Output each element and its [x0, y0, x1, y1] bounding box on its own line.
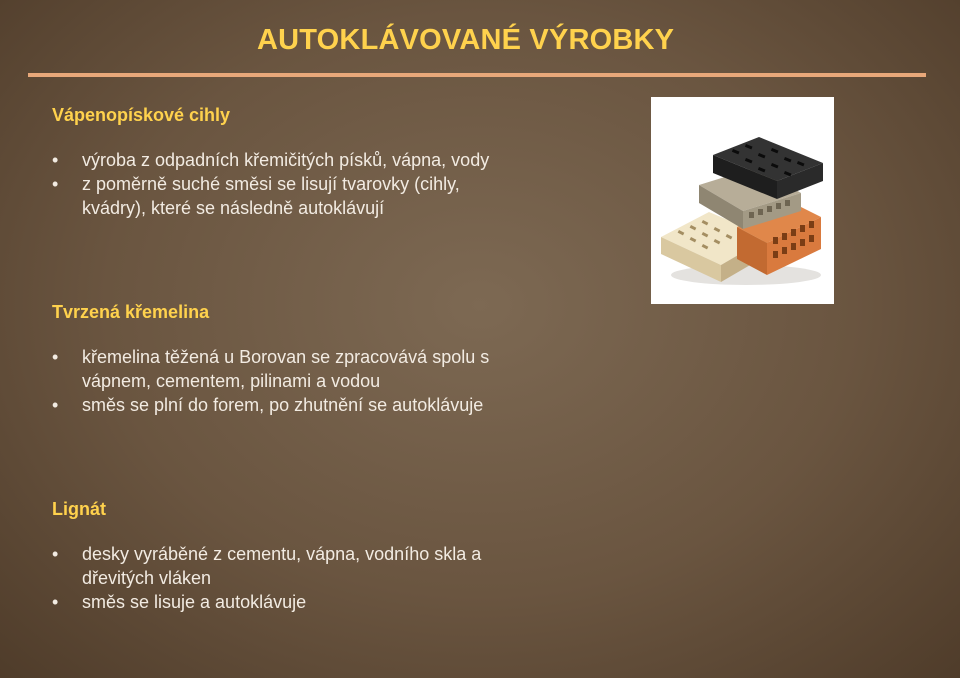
- title-divider: [28, 73, 926, 77]
- bullet-list: [52, 345, 612, 417]
- section-vapenopiskove-cihly: [52, 104, 612, 220]
- bullet-list: [52, 542, 612, 614]
- section-heading: Vápenopískové cihly: [52, 105, 231, 125]
- bullet-item: • křemelina těžená u Borovan se zpracovává spolu s vápnem, cementem, pilinami a vodou: [52, 345, 552, 393]
- bricks-photo: [651, 97, 834, 304]
- bullet-item: • směs se plní do forem, po zhutnění se autoklávuje: [52, 393, 612, 417]
- section-lignat: [52, 498, 612, 614]
- bullet-item: • výroba z odpadních křemičitých písků, vápna, vody: [52, 148, 612, 172]
- bullet-item: • z poměrně suché směsi se lisují tvarovky (cihly, kvádry), které se následně autoklávují: [52, 172, 522, 220]
- bullet-item: • směs se lisuje a autoklávuje: [52, 590, 612, 614]
- section-heading: Tvrzená křemelina: [52, 302, 210, 322]
- section-heading: Lignát: [52, 499, 106, 519]
- bricks-illustration: [651, 97, 834, 304]
- section-tvrzena-kremelina: [52, 301, 612, 417]
- bullet-list: [52, 148, 612, 220]
- bullet-item: • desky vyráběné z cementu, vápna, vodního skla a dřevitých vláken: [52, 542, 542, 590]
- slide-title: AUTOKLÁVOVANÉ VÝROBKY: [257, 24, 675, 56]
